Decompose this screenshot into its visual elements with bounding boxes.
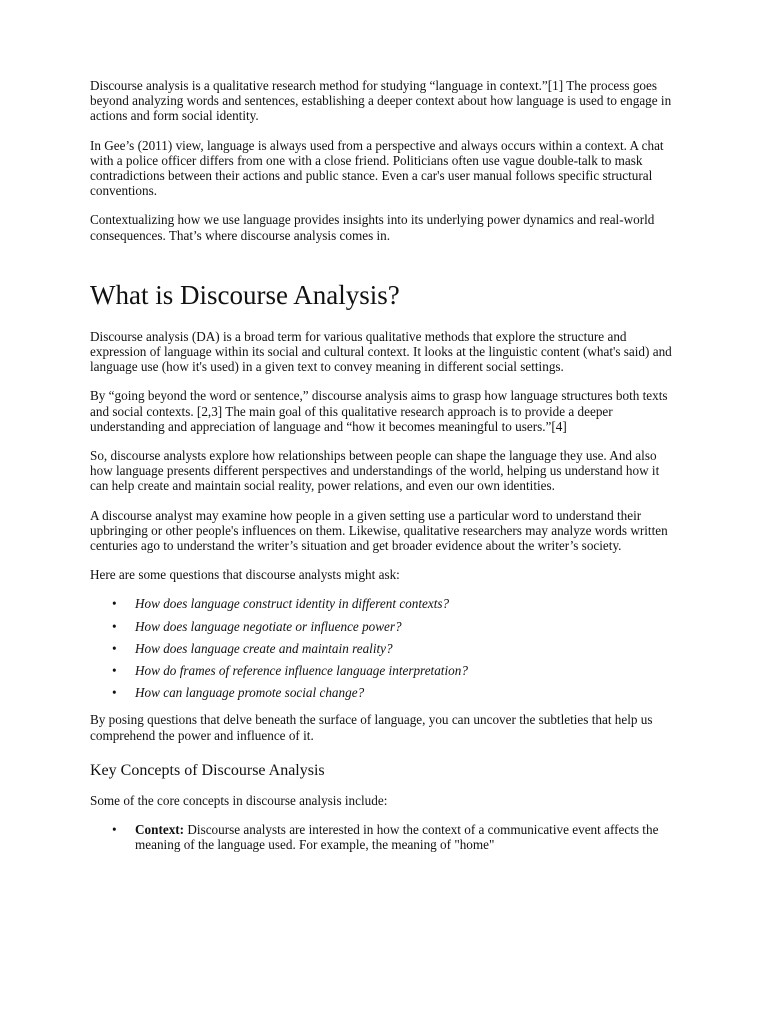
list-item	[90, 822, 672, 852]
list-item	[90, 619, 672, 634]
question-text: How do frames of reference influence language interpretation?	[135, 663, 468, 679]
section2-paragraph-1: Some of the core concepts in discourse analysis include:	[90, 792, 388, 808]
bullet-icon: •	[112, 640, 117, 656]
questions-list	[90, 596, 672, 700]
bullet-icon: •	[112, 663, 117, 679]
list-item	[90, 685, 672, 700]
bullet-icon: •	[112, 822, 117, 838]
section1-paragraph-2: By “going beyond the word or sentence,” discourse analysis aims to grasp how language structures both texts and social contexts. [2,3] The main goal of this qualitative research approach is to provide a deeper understanding and appreciation of language and “how it becomes meaningful to users.”[4]	[90, 388, 668, 434]
intro-paragraph-2: In Gee’s (2011) view, language is always used from a perspective and always occurs within a context. A chat with a police officer differs from one with a close friend. Politicians often use vague double-talk to mask contradictions between their actions and public stance. Even a car's user manual follows specific structural conventions.	[90, 137, 664, 199]
question-text: How does language construct identity in different contexts?	[135, 596, 450, 612]
section-heading-key-concepts: Key Concepts of Discourse Analysis	[90, 761, 325, 779]
bullet-icon: •	[112, 596, 117, 612]
section1-paragraph-5: Here are some questions that discourse analysts might ask:	[90, 567, 400, 583]
list-item	[90, 641, 672, 656]
bullet-icon: •	[112, 685, 117, 701]
question-text: How does language create and maintain reality?	[135, 640, 393, 656]
intro-paragraph-3: Contextualizing how we use language provides insights into its underlying power dynamics and real-world consequences. That’s where discourse analysis comes in.	[90, 212, 655, 243]
bullet-icon: •	[112, 618, 117, 634]
concepts-list	[90, 822, 672, 852]
list-item	[90, 663, 672, 678]
section1-paragraph-6: By posing questions that delve beneath the surface of language, you can uncover the subtleties that help us comprehend the power and influence of it.	[90, 712, 653, 743]
section1-paragraph-3: So, discourse analysts explore how relationships between people can shape the language they use. And also how language presents different perspectives and understandings of the world, helping us understand how it can help create and maintain social reality, power relations, and even our own identities.	[90, 448, 660, 494]
section1-paragraph-1: Discourse analysis (DA) is a broad term for various qualitative methods that explore the structure and expression of language within its social and cultural context. It looks at the linguistic content (what's said) and language use (how it's used) in a given text to convey meaning in different social settings.	[90, 328, 672, 375]
question-text: How can language promote social change?	[135, 685, 365, 701]
section-heading-what-is-discourse-analysis: What is Discourse Analysis?	[90, 279, 400, 310]
concept-text: Discourse analysts are interested in how the context of a communicative event affects the meaning of the language used. For example, the meaning of "home"	[135, 822, 659, 853]
document-page	[90, 78, 672, 865]
intro-paragraph-1: Discourse analysis is a qualitative research method for studying “language in context.”[1] The process goes beyond analyzing words and sentences, establishing a deeper context about how language is used to engage in actions and form social identity.	[90, 78, 672, 124]
section1-paragraph-4: A discourse analyst may examine how people in a given setting use a particular word to understand their upbringing or other people's influences on them. Likewise, qualitative researchers may analyze words written centuries ago to understand the writer’s situation and get broader evidence about the writer’s society.	[90, 507, 668, 554]
question-text: How does language negotiate or influence power?	[135, 618, 402, 634]
concept-term: Context:	[135, 822, 185, 838]
list-item	[90, 596, 672, 611]
